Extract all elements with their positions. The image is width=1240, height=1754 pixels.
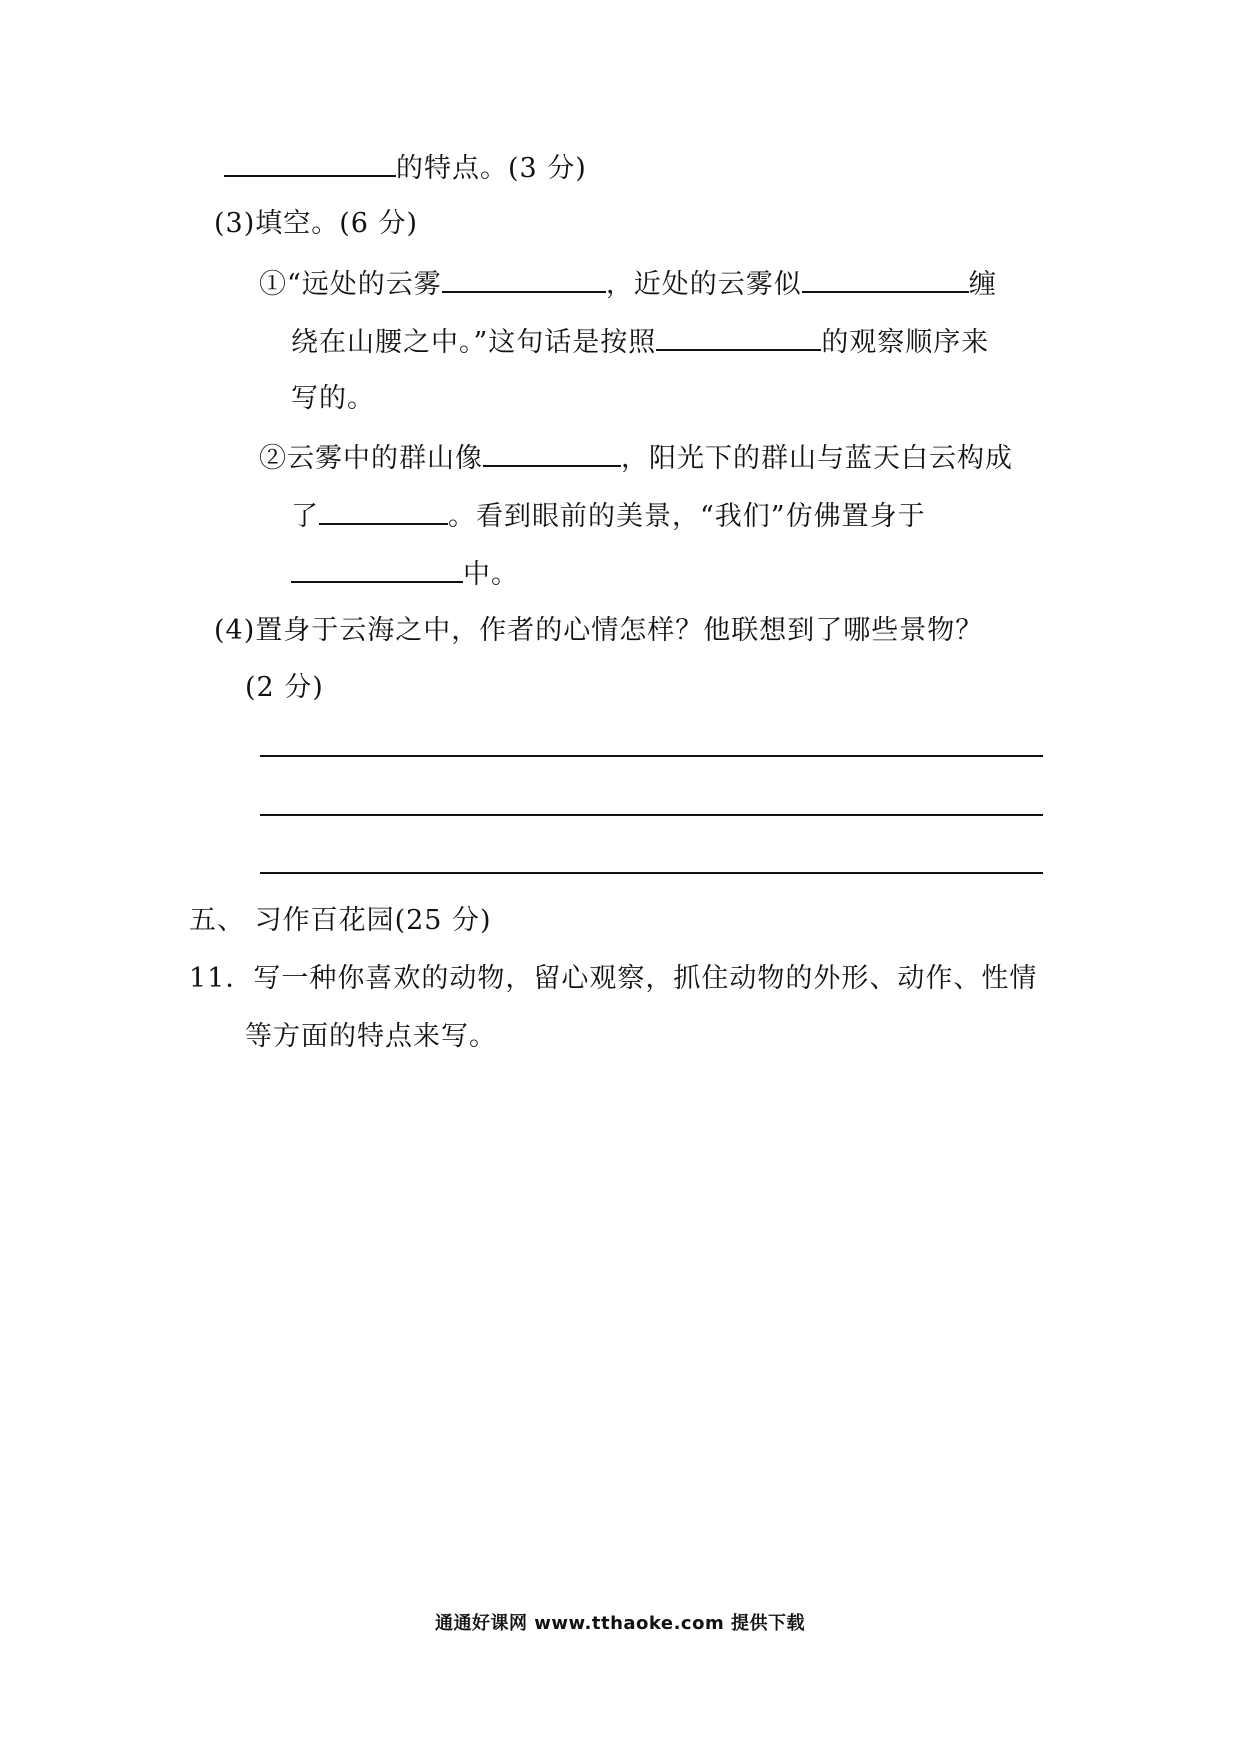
q3-item1-text-b: ，近处的云雾似 — [605, 269, 802, 300]
section5-heading: 五、 习作百花园(25 分) — [189, 905, 492, 936]
footer-credit: 通通好课网 www.tthaoke.com 提供下载 — [435, 1613, 805, 1634]
q3-item1-text-c: 缠 — [968, 269, 997, 300]
q3-item2-blank-formed[interactable] — [319, 497, 448, 525]
q3-item2-text-a: ②云雾中的群山像 — [259, 443, 483, 474]
q3-item1-text-d: 绕在山腰之中。”这句话是按照 — [291, 327, 657, 358]
q3-item2-line1 — [259, 439, 1013, 477]
q4-answer-line-2[interactable] — [260, 814, 1043, 816]
q3-item1-blank-near[interactable] — [802, 265, 969, 293]
q2-line — [224, 149, 587, 187]
q3-item2-blank-in[interactable] — [291, 555, 463, 583]
q2-tail-text: 的特点。(3 分) — [396, 153, 587, 184]
q2-answer-blank[interactable] — [224, 149, 396, 177]
q3-item1-line2 — [291, 323, 989, 361]
q3-item2-text-e: 中。 — [463, 559, 519, 590]
q3-item2-line2 — [291, 497, 926, 535]
q3-item1-line3: 写的。 — [291, 383, 375, 414]
q11-line2: 等方面的特点来写。 — [245, 1021, 497, 1052]
q3-item1-line1 — [259, 265, 997, 303]
q3-item1-text-a: ①“远处的云雾 — [259, 269, 442, 300]
q4-answer-line-1[interactable] — [260, 755, 1043, 757]
q3-item2-text-c: 了 — [291, 501, 319, 532]
q3-item1-blank-far[interactable] — [442, 265, 606, 293]
q3-item1-blank-order[interactable] — [656, 323, 821, 351]
q3-item2-text-b: ，阳光下的群山与蓝天白云构成 — [621, 443, 1013, 474]
q3-item1-text-e: 的观察顺序来 — [821, 327, 990, 358]
q4-question: (4)置身于云海之中，作者的心情怎样？他联想到了哪些景物？ — [214, 615, 984, 646]
q11-line1: 11．写一种你喜欢的动物，留心观察，抓住动物的外形、动作、性情 — [189, 963, 1038, 994]
q3-heading: (3)填空。(6 分) — [214, 208, 419, 239]
q4-score: (2 分) — [245, 672, 324, 703]
q3-item2-line3 — [291, 555, 519, 593]
q4-answer-line-3[interactable] — [260, 872, 1043, 874]
q3-item2-text-d: 。看到眼前的美景，“我们”仿佛置身于 — [448, 501, 926, 532]
q3-item2-blank-like[interactable] — [483, 439, 621, 467]
